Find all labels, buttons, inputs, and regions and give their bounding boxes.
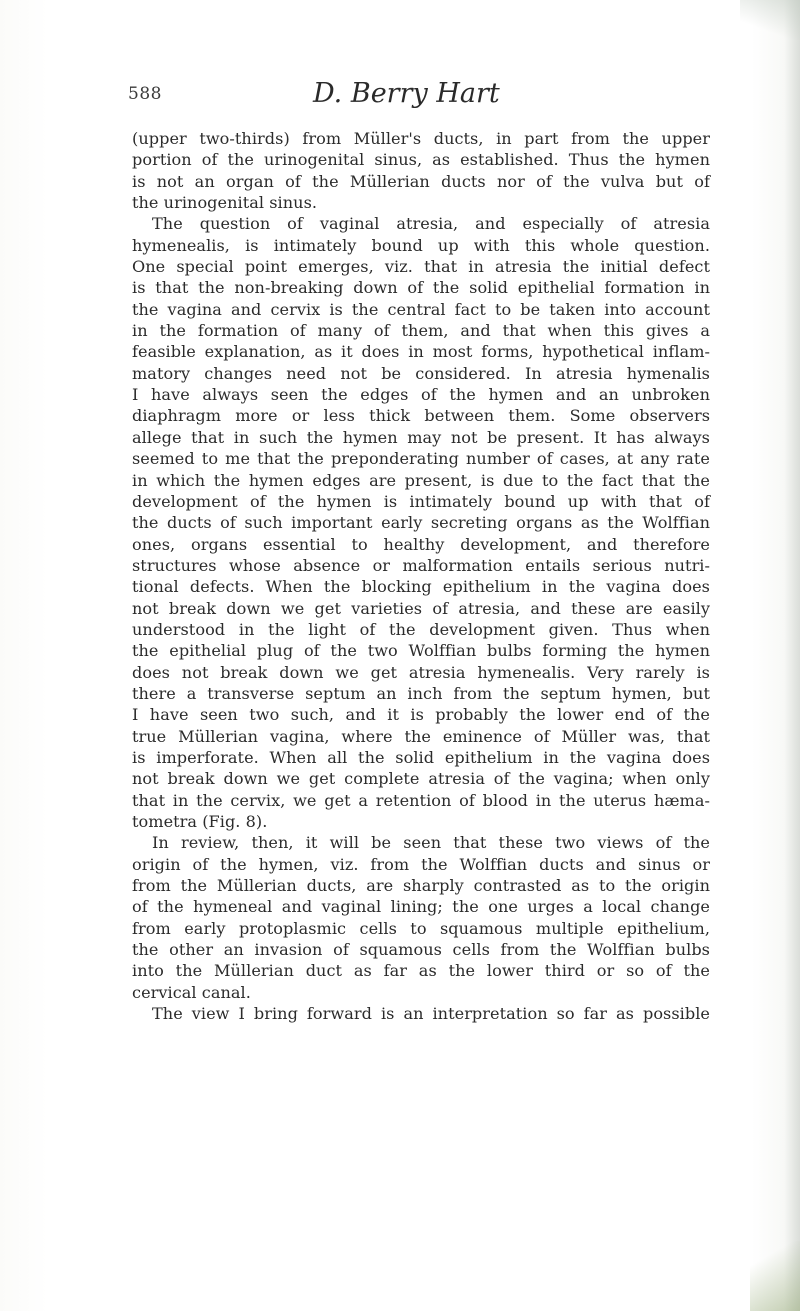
text-line: the ducts of such important early secreting organs as the Wolffian xyxy=(132,513,710,533)
text-line: the epithelial plug of the two Wolffian bulbs forming the hymen xyxy=(132,641,710,661)
text-line: that in the cervix, we get a retention of blood in the uterus hæma- xyxy=(132,790,710,810)
text-line: (upper two-thirds) from Müller's ducts, in part from the upper xyxy=(132,129,710,148)
text-line: of the hymeneal and vaginal lining; the one urges a local change xyxy=(132,897,710,917)
text-line: in the formation of many of them, and that when this gives a xyxy=(132,321,710,341)
text-line: I have seen two such, and it is probably the lower end of the xyxy=(132,705,710,725)
text-line: origin of the hymen, viz. from the Wolffian ducts and sinus or xyxy=(132,854,710,874)
text-line: hymenealis, is intimately bound up with this whole question. xyxy=(132,235,710,255)
body-text xyxy=(132,128,710,1024)
running-head: D. Berry Hart xyxy=(313,78,500,109)
text-line: structures whose absence or malformation entails serious nutri- xyxy=(132,555,710,575)
text-line: the vagina and cervix is the central fact to be taken into account xyxy=(132,299,710,319)
text-line: In review, then, it will be seen that these two views of the xyxy=(152,833,710,853)
text-line: the other an invasion of squamous cells from the Wolffian bulbs xyxy=(132,940,710,960)
text-line: development of the hymen is intimately bound up with that of xyxy=(132,491,710,511)
text-line: not break down we get complete atresia of the vagina; when only xyxy=(132,769,710,789)
text-line: does not break down we get atresia hymenealis. Very rarely is xyxy=(132,662,710,682)
page-corner-stain-top xyxy=(740,0,800,40)
text-line: ones, organs essential to healthy development, and therefore xyxy=(132,534,710,554)
text-line: The question of vaginal atresia, and especially of atresia xyxy=(152,214,710,234)
text-line: tometra (Fig. 8). xyxy=(132,812,268,831)
text-line: there a transverse septum an inch from the septum hymen, but xyxy=(132,683,710,703)
text-line: is imperforate. When all the solid epithelium in the vagina does xyxy=(132,747,710,767)
text-line: the urinogenital sinus. xyxy=(132,193,318,213)
text-line: feasible explanation, as it does in most forms, hypothetical inflam- xyxy=(132,342,710,362)
text-line: allege that in such the hymen may not be present. It has always xyxy=(132,427,710,447)
text-line: from early protoplasmic cells to squamous multiple epithelium, xyxy=(132,918,710,938)
text-line: is not an organ of the Müllerian ducts nor of the vulva but of xyxy=(132,171,710,191)
page-corner-stain-bottom xyxy=(750,1241,800,1311)
text-line: matory changes need not be considered. In atresia hymenalis xyxy=(132,363,710,383)
text-line: is that the non-breaking down of the solid epithelial formation in xyxy=(132,278,710,298)
text-line: in which the hymen edges are present, is due to the fact that the xyxy=(132,470,710,490)
page-header xyxy=(128,78,708,110)
text-line: understood in the light of the development given. Thus when xyxy=(132,619,710,639)
text-line: tional defects. When the blocking epithelium in the vagina does xyxy=(132,577,710,597)
text-line: into the Müllerian duct as far as the lower third or so of the xyxy=(132,961,710,981)
text-line: from the Müllerian ducts, are sharply contrasted as to the origin xyxy=(132,876,710,896)
page-number: 588 xyxy=(128,84,162,104)
text-line: seemed to me that the preponderating number of cases, at any rate xyxy=(132,449,710,469)
page-edge-shadow xyxy=(784,0,800,1311)
text-line: not break down we get varieties of atresia, and these are easily xyxy=(132,598,710,618)
text-line: true Müllerian vagina, where the eminence of Müller was, that xyxy=(132,726,710,746)
text-line: cervical canal. xyxy=(132,982,251,1002)
text-line: diaphragm more or less thick between them. Some observers xyxy=(132,406,710,426)
text-line: portion of the urinogenital sinus, as established. Thus the hymen xyxy=(132,150,710,170)
text-line: One special point emerges, viz. that in atresia the initial defect xyxy=(132,257,710,277)
text-line: I have always seen the edges of the hymen and an unbroken xyxy=(132,385,710,405)
text-line: The view I bring forward is an interpretation so far as possible xyxy=(152,1004,710,1024)
